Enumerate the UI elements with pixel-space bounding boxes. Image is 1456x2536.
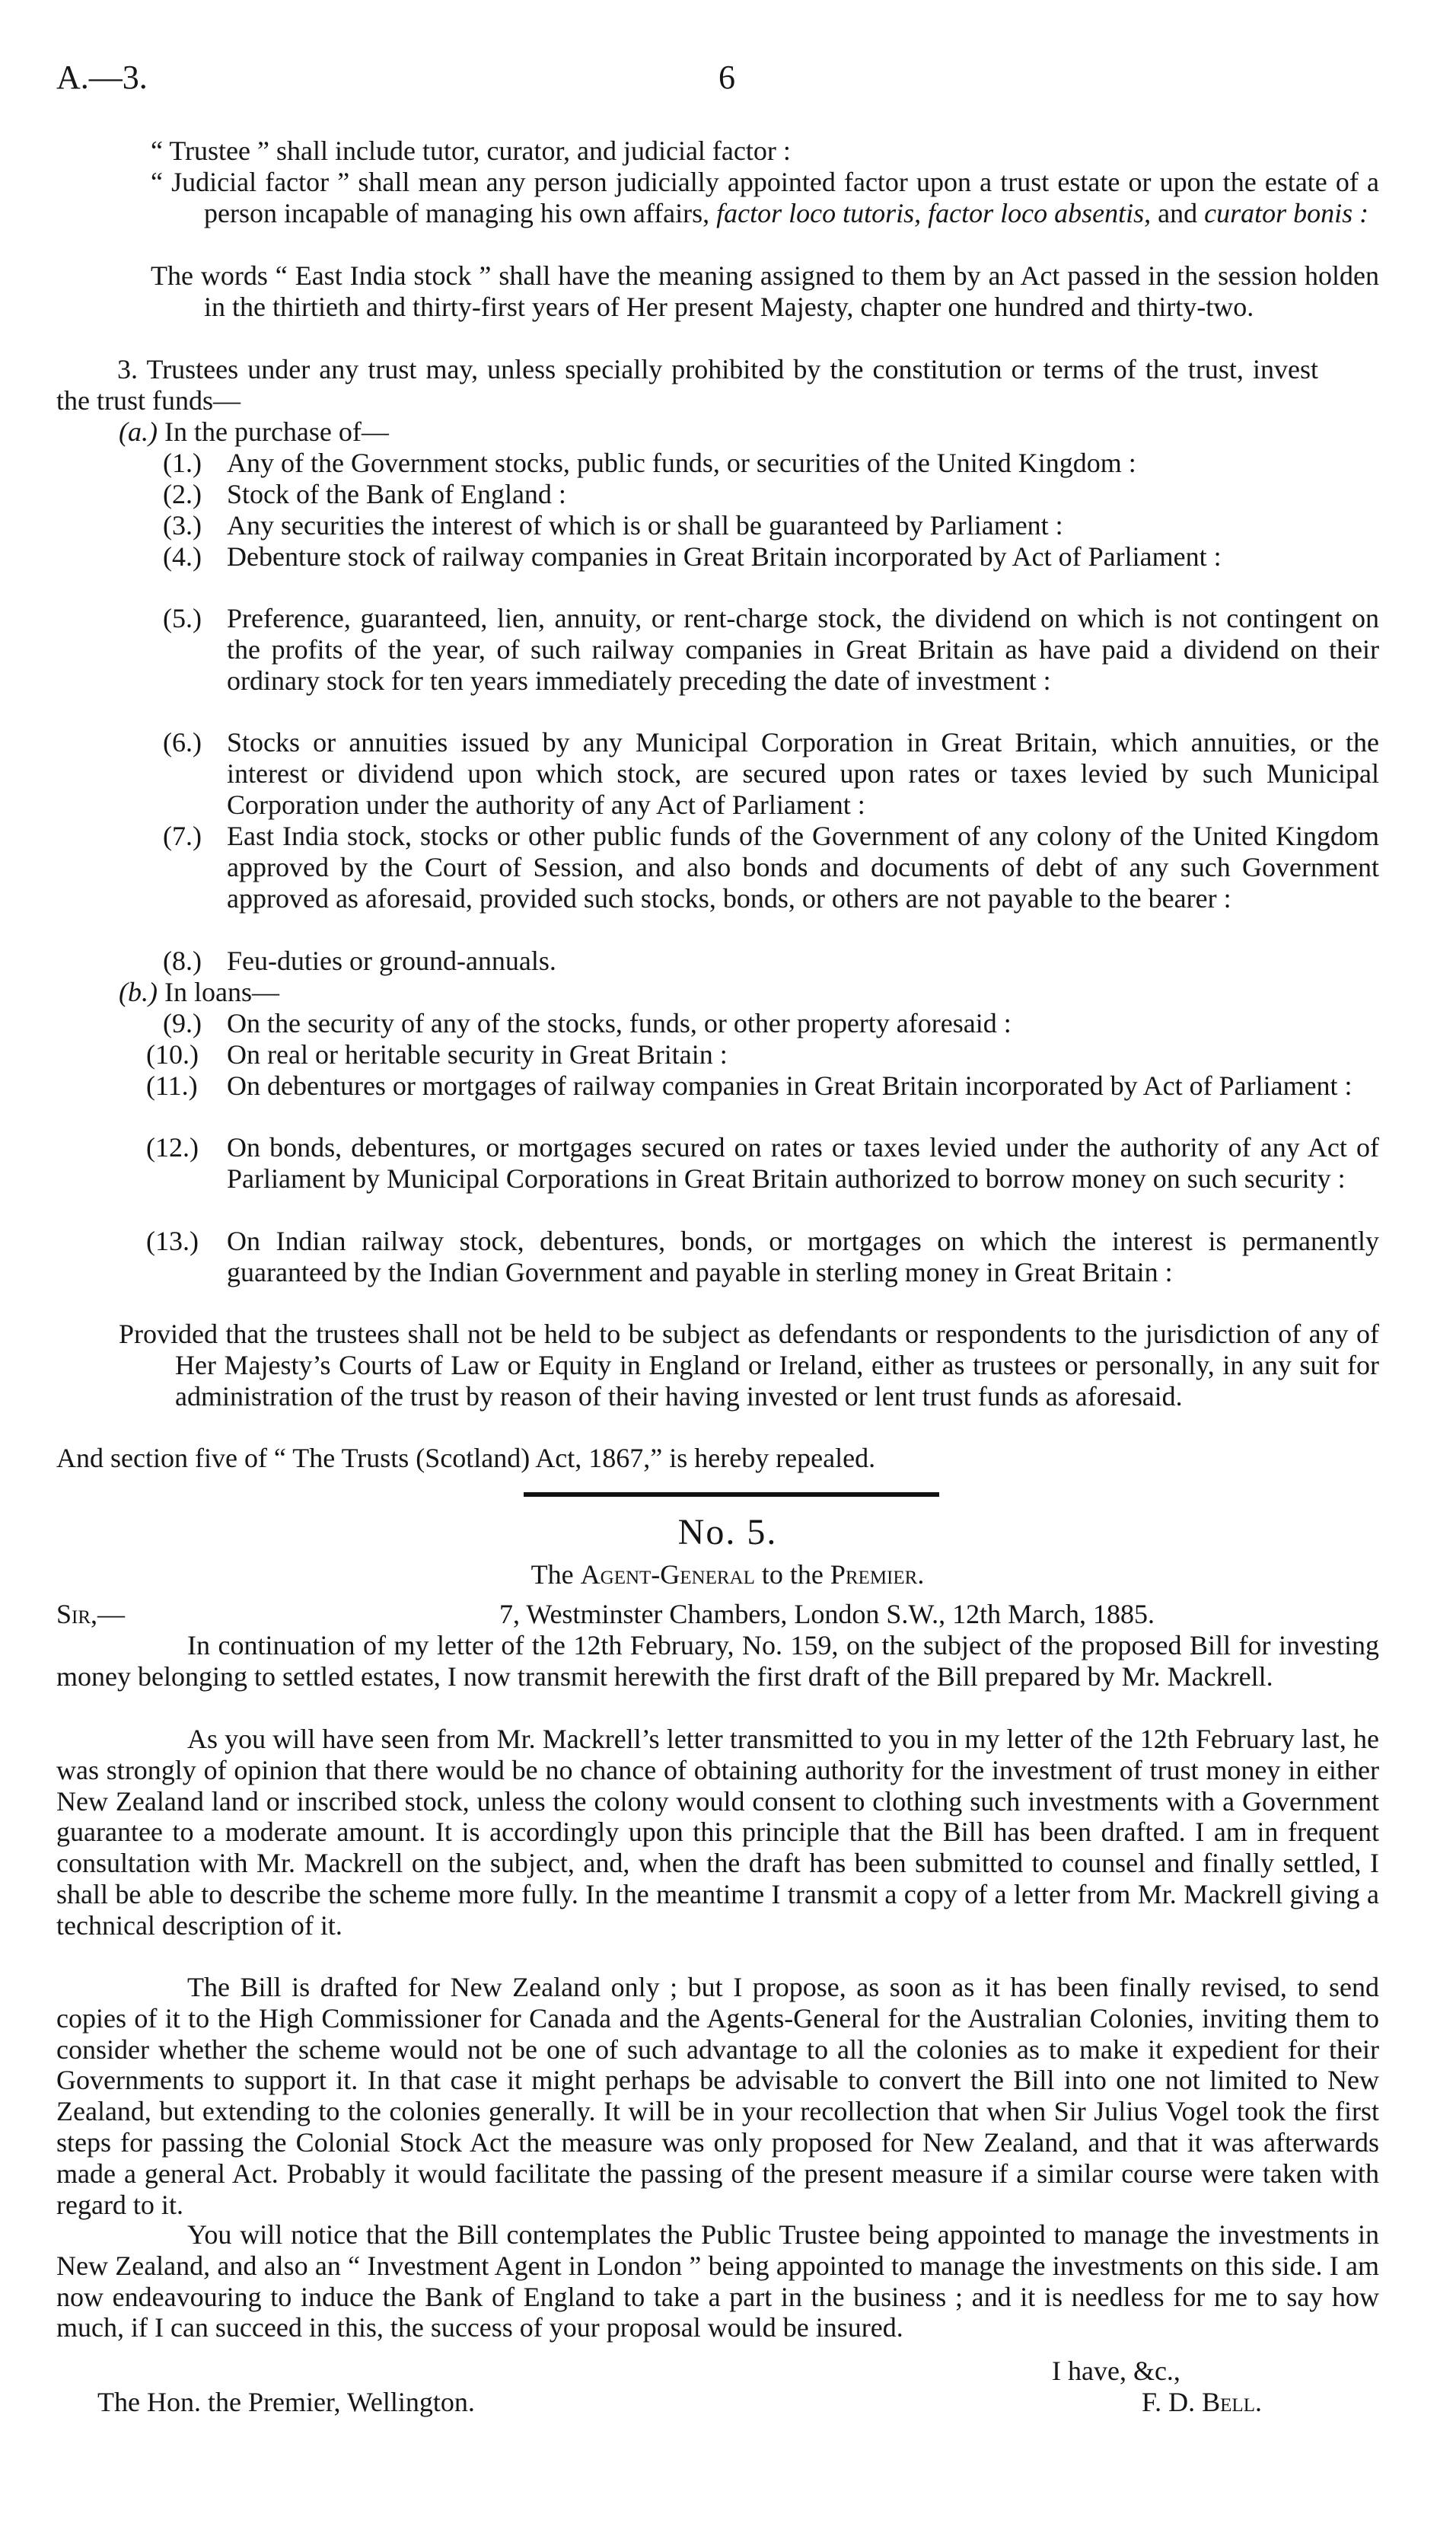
letter-title [347, 1559, 1108, 1590]
letter-paragraph: You will notice that the Bill contemplates the Public Trustee being appointed to manage the investments in New Zealand, and also an “ Investment Agent in London ” being appointed to manage the investments on this side. I am now endeavouring to induce the Bank of England to take a part in the business ; and it is needless for me to say how much, if I can succeed in this, the success of your proposal would be insured. [56, 2219, 1379, 2343]
clause-item-number: (4.) [163, 541, 202, 572]
clause-item-text: On debentures or mortgages of railway companies in Great Britain incorporated by Act of Parliament : [227, 1070, 1352, 1101]
clause-item-text: On real or heritable security in Great Britain : [227, 1039, 728, 1070]
clause-item-number: (3.) [163, 510, 202, 541]
sender-address-date: 7, Westminster Chambers, London S.W., 12th March, 1885. [499, 1599, 1155, 1629]
clause-item-number: (2.) [163, 479, 202, 509]
letter-number: No. 5. [677, 1512, 778, 1552]
clause-item-text: On the security of any of the stocks, funds, or other property aforesaid : [227, 1008, 1012, 1038]
letter-to: Premier. [830, 1559, 925, 1590]
section-3-intro: 3. Trustees under any trust may, unless specially prohibited by the constitution or terms of the trust, invest the trust funds— [56, 354, 1318, 416]
clause-b-label: (b.) [119, 977, 158, 1007]
latin-term-tutoris-absentis: factor loco tutoris, factor loco absentis, [716, 197, 1152, 228]
clause-item-number: (6.) [163, 727, 202, 758]
clause-item-text: Stock of the Bank of England : [227, 479, 566, 509]
letter-paragraph: The Bill is drafted for New Zealand only ; but I propose, as soon as it has been finally revised, to send copies of it to the High Commissioner for Canada and the Agents-General for the Australian Colonies, inviting them to consider whether the scheme would not be one of such advantage to all the colonies as to make it expedient for their Governments to support it. In that case it might perhaps be advisable to convert the Bill into one not limited to New Zealand, but extending to the colonies generally. It will be in your recollection that when Sir Julius Vogel took the first steps for passing the Colonial Stock Act the measure was only proposed for New Zealand, and that it was afterwards made a general Act. Probably it would facilitate the passing of the present measure if a similar course were taken with regard to it. [56, 1972, 1379, 2220]
clause-item-number: (11.) [146, 1070, 198, 1101]
clause-a-label: (a.) [119, 416, 158, 447]
clause-item-text: Stocks or annuities issued by any Municipal Corporation in Great Britain, which annuities, or the interest or dividend upon which stock, are secured upon rates or taxes levied by such Municipal Corporation under the authority of any Act of Parliament : [227, 727, 1379, 820]
letter-signoff: I have, &c., [1052, 2356, 1180, 2386]
clause-b [119, 977, 1337, 1008]
section-divider-rule [524, 1492, 939, 1497]
clause-item-number: (7.) [163, 821, 202, 851]
definition-east-india-stock: The words “ East India stock ” shall have the meaning assigned to them by an Act passed in the session holden in the thirtieth and thirty-first years of Her present Majesty, chapter one hundred and thirty-two. [151, 260, 1379, 322]
clause-item-text: East India stock, stocks or other public funds of the Government of any colony of the United Kingdom approved by the Court of Session, and also bonds and documents of debt of any such Government approved as aforesaid, provided such stocks, bonds, or others are not payable to the bearer : [227, 821, 1379, 914]
definition-judicial-factor-text: “ Judicial factor ” shall mean any person judicially appointed factor upon a trust estate or upon the estate of a person incapable of managing his own affairs, [151, 167, 1379, 228]
clause-item-text: Feu-duties or ground-annuals. [227, 946, 556, 976]
conjunction-and: and [1158, 197, 1198, 228]
clause-item-number: (9.) [163, 1008, 202, 1038]
clause-item-text: Preference, guaranteed, lien, annuity, or rent-charge stock, the dividend on which is not contingent on the profits of the year, of such railway companies in Great Britain as have paid a dividend on their ordinary stock for ten years immediately preceding the date of investment : [227, 603, 1379, 696]
clause-item-number: (13.) [146, 1226, 199, 1256]
letter-from: Agent-General [580, 1559, 755, 1590]
letter-title-the: The [530, 1559, 574, 1590]
repeal-clause: And section five of “ The Trusts (Scotland) Act, 1867,” is hereby repealed. [56, 1443, 876, 1473]
clause-a-text: In the purchase of— [164, 416, 389, 447]
clause-item-number: (5.) [163, 603, 202, 633]
definition-trustee: “ Trustee ” shall include tutor, curator, and judicial factor : [151, 136, 791, 166]
document-reference: A.—3. [56, 59, 148, 96]
clause-item-text: Any securities the interest of which is or shall be guaranteed by Parliament : [227, 510, 1063, 541]
letter-addressee: The Hon. the Premier, Wellington. [97, 2387, 475, 2417]
letter-title-to-word: to the [761, 1559, 824, 1590]
clause-item-number: (1.) [163, 448, 202, 478]
clause-b-text: In loans— [164, 977, 279, 1007]
letter-paragraph: As you will have seen from Mr. Mackrell’s letter transmitted to you in my letter of the 12th February last, he was strongly of opinion that there would be no chance of obtaining authority for the investment of trust money in either New Zealand land or inscribed stock, unless the colony would consent to clothing such investments with a Government guarantee to a moderate amount. It is accordingly upon this principle that the Bill has been drafted. I am in frequent consultation with Mr. Mackrell on the subject, and, when the draft has been submitted to counsel and finally settled, I shall be able to describe the scheme more fully. In the meantime I transmit a copy of a letter from Mr. Mackrell giving a technical description of it. [56, 1724, 1379, 1941]
salutation: Sir,— [56, 1599, 126, 1629]
proviso: Provided that the trustees shall not be held to be subject as defendants or respondents to the jurisdiction of any of Her Majesty’s Courts of Law or Equity in England or Ireland, either as trustees or personally, in any suit for administration of the trust by reason of their having invested or lent trust funds as aforesaid. [119, 1319, 1379, 1412]
clause-a [119, 416, 1337, 448]
latin-term-curator-bonis: curator bonis : [1204, 197, 1369, 228]
clause-item-text: On Indian railway stock, debentures, bonds, or mortgages on which the interest is permanently guaranteed by the Indian Government and payable in sterling money in Great Britain : [227, 1226, 1379, 1287]
clause-item-number: (12.) [146, 1132, 199, 1163]
clause-item-text: Any of the Government stocks, public funds, or securities of the United Kingdom : [227, 448, 1136, 478]
definition-judicial-factor [151, 167, 1379, 229]
clause-item-text: Debenture stock of railway companies in Great Britain incorporated by Act of Parliament : [227, 541, 1222, 572]
page-number: 6 [718, 59, 735, 96]
letter-paragraph: In continuation of my letter of the 12th February, No. 159, on the subject of the proposed Bill for investing money belonging to settled estates, I now transmit herewith the first draft of the Bill prepared by Mr. Mackrell. [56, 1630, 1379, 1692]
clause-item-number: (8.) [163, 946, 202, 976]
clause-item-number: (10.) [146, 1039, 199, 1070]
clause-item-text: On bonds, debentures, or mortgages secured on rates or taxes levied under the authority of any Act of Parliament by Municipal Corporations in Great Britain authorized to borrow money on such security : [227, 1132, 1379, 1194]
signature: F. D. Bell. [1142, 2387, 1262, 2417]
